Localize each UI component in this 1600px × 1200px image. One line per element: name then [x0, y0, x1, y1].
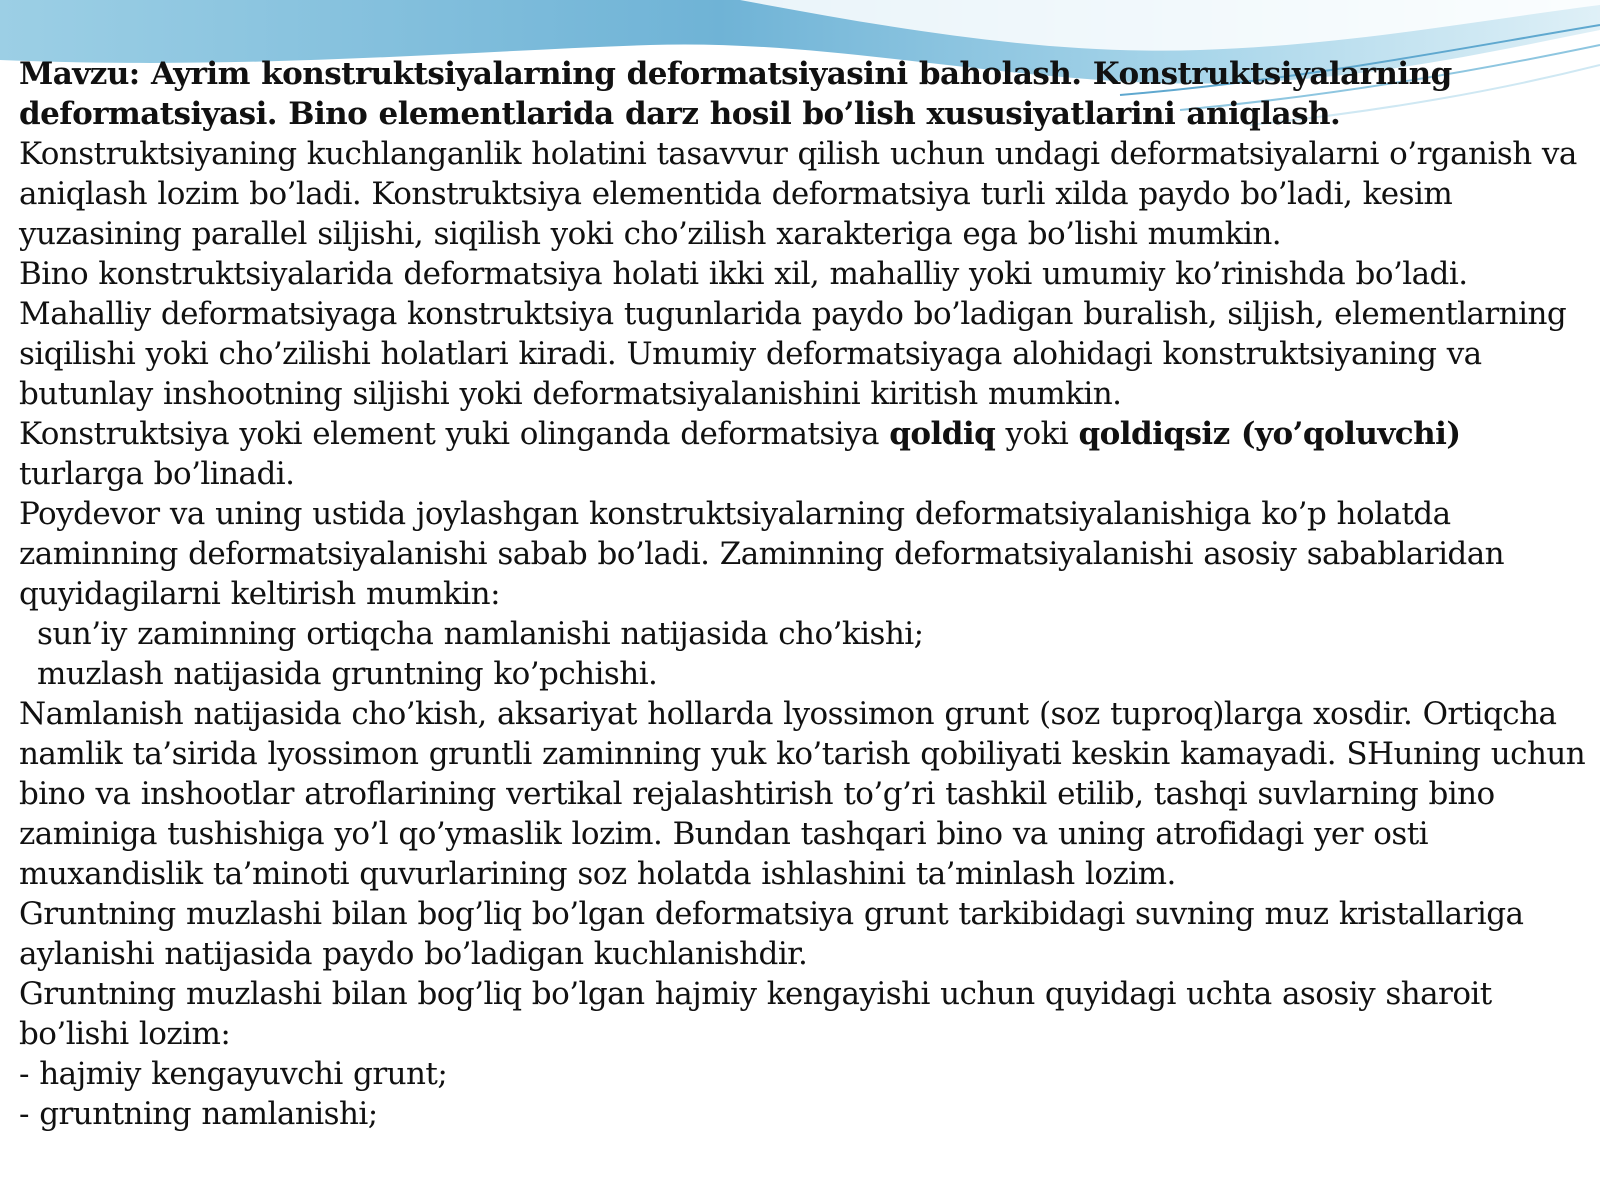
list-item-cause-2: muzlash natijasida gruntning ko’pchishi.	[37, 656, 658, 692]
slide-content	[19, 54, 1589, 1134]
paragraph-1: Konstruktsiyaning kuchlanganlik holatini tasavvur qilish uchun undagi deformatsiyalarni o’rganish va aniqlash lozim bo’ladi. Konstruktsiya elementida deformatsiya turli xilda paydo bo’ladi, kesim yuzasining parallel siljishi, siqilish yoki cho’zilish xarakteriga ega bo’lishi mumkin.	[19, 136, 1577, 252]
term-qoldiqsiz: qoldiqsiz (yo’qoluvchi)	[1078, 416, 1461, 452]
list-item-condition-1: - hajmiy kengayuvchi grunt;	[19, 1056, 448, 1092]
types-text-after: turlarga bo’linadi.	[19, 456, 295, 492]
list-item-condition-2: - gruntning namlanishi;	[19, 1096, 378, 1132]
slide-title: Mavzu: Ayrim konstruktsiyalarning deformatsiyasini baholash. Konstruktsiyalarning deformatsiyasi. Bino elementlarida darz hosil bo’lish xususiyatlarini aniqlash.	[19, 56, 1452, 132]
types-text-before: Konstruktsiya yoki element yuki olinganda deformatsiya	[19, 416, 890, 452]
list-item-cause-1: sun’iy zaminning ortiqcha namlanishi natijasida cho’kishi;	[37, 616, 924, 652]
paragraph-types	[19, 414, 1589, 494]
term-qoldiq: qoldiq	[889, 416, 996, 452]
paragraph-causes: Poydevor va uning ustida joylashgan konstruktsiyalarning deformatsiyalanishiga ko’p holatda zaminning deformatsiyalanishi sabab bo’ladi. Zaminning deformatsiyalanishi asosiy sabablaridan quyidagilarni keltirish mumkin:	[19, 496, 1505, 612]
paragraph-freezing: Gruntning muzlashi bilan bog’liq bo’lgan deformatsiya grunt tarkibidagi suvning muz kristallariga aylanishi natijasida paydo bo’ladigan kuchlanishdir.	[19, 896, 1524, 972]
paragraph-loess: Namlanish natijasida cho’kish, aksariyat hollarda lyossimon grunt (soz tuproq)larga xosdir. Ortiqcha namlik ta’sirida lyossimon gruntli zaminning yuk ko’tarish qobiliyati keskin kamayadi. SHuning uchun bino va inshootlar atroflarining vertikal rejalashtirish to’g’ri tashkil etilib, tashqi suvlarning bino zaminiga tushishiga yo’l qo’ymaslik lozim. Bundan tashqari bino va uning atrofidagi yer osti muxandislik ta’minoti quvurlarining soz holatda ishlashini ta’minlash lozim.	[19, 696, 1586, 892]
paragraph-2: Bino konstruktsiyalarida deformatsiya holati ikki xil, mahalliy yoki umumiy ko’rinishda bo’ladi. Mahalliy deformatsiyaga konstruktsiya tugunlarida paydo bo’ladigan buralish, siljish, elementlarning siqilishi yoki cho’zilishi holatlari kiradi. Umumiy deformatsiyaga alohidagi konstruktsiyaning va butunlay inshootning siljishi yoki deformatsiyalanishini kiritish mumkin.	[19, 256, 1567, 412]
paragraph-conditions: Gruntning muzlashi bilan bog’liq bo’lgan hajmiy kengayishi uchun quyidagi uchta asosiy sharoit bo’lishi lozim:	[19, 976, 1492, 1052]
types-text-middle: yoki	[995, 416, 1079, 452]
